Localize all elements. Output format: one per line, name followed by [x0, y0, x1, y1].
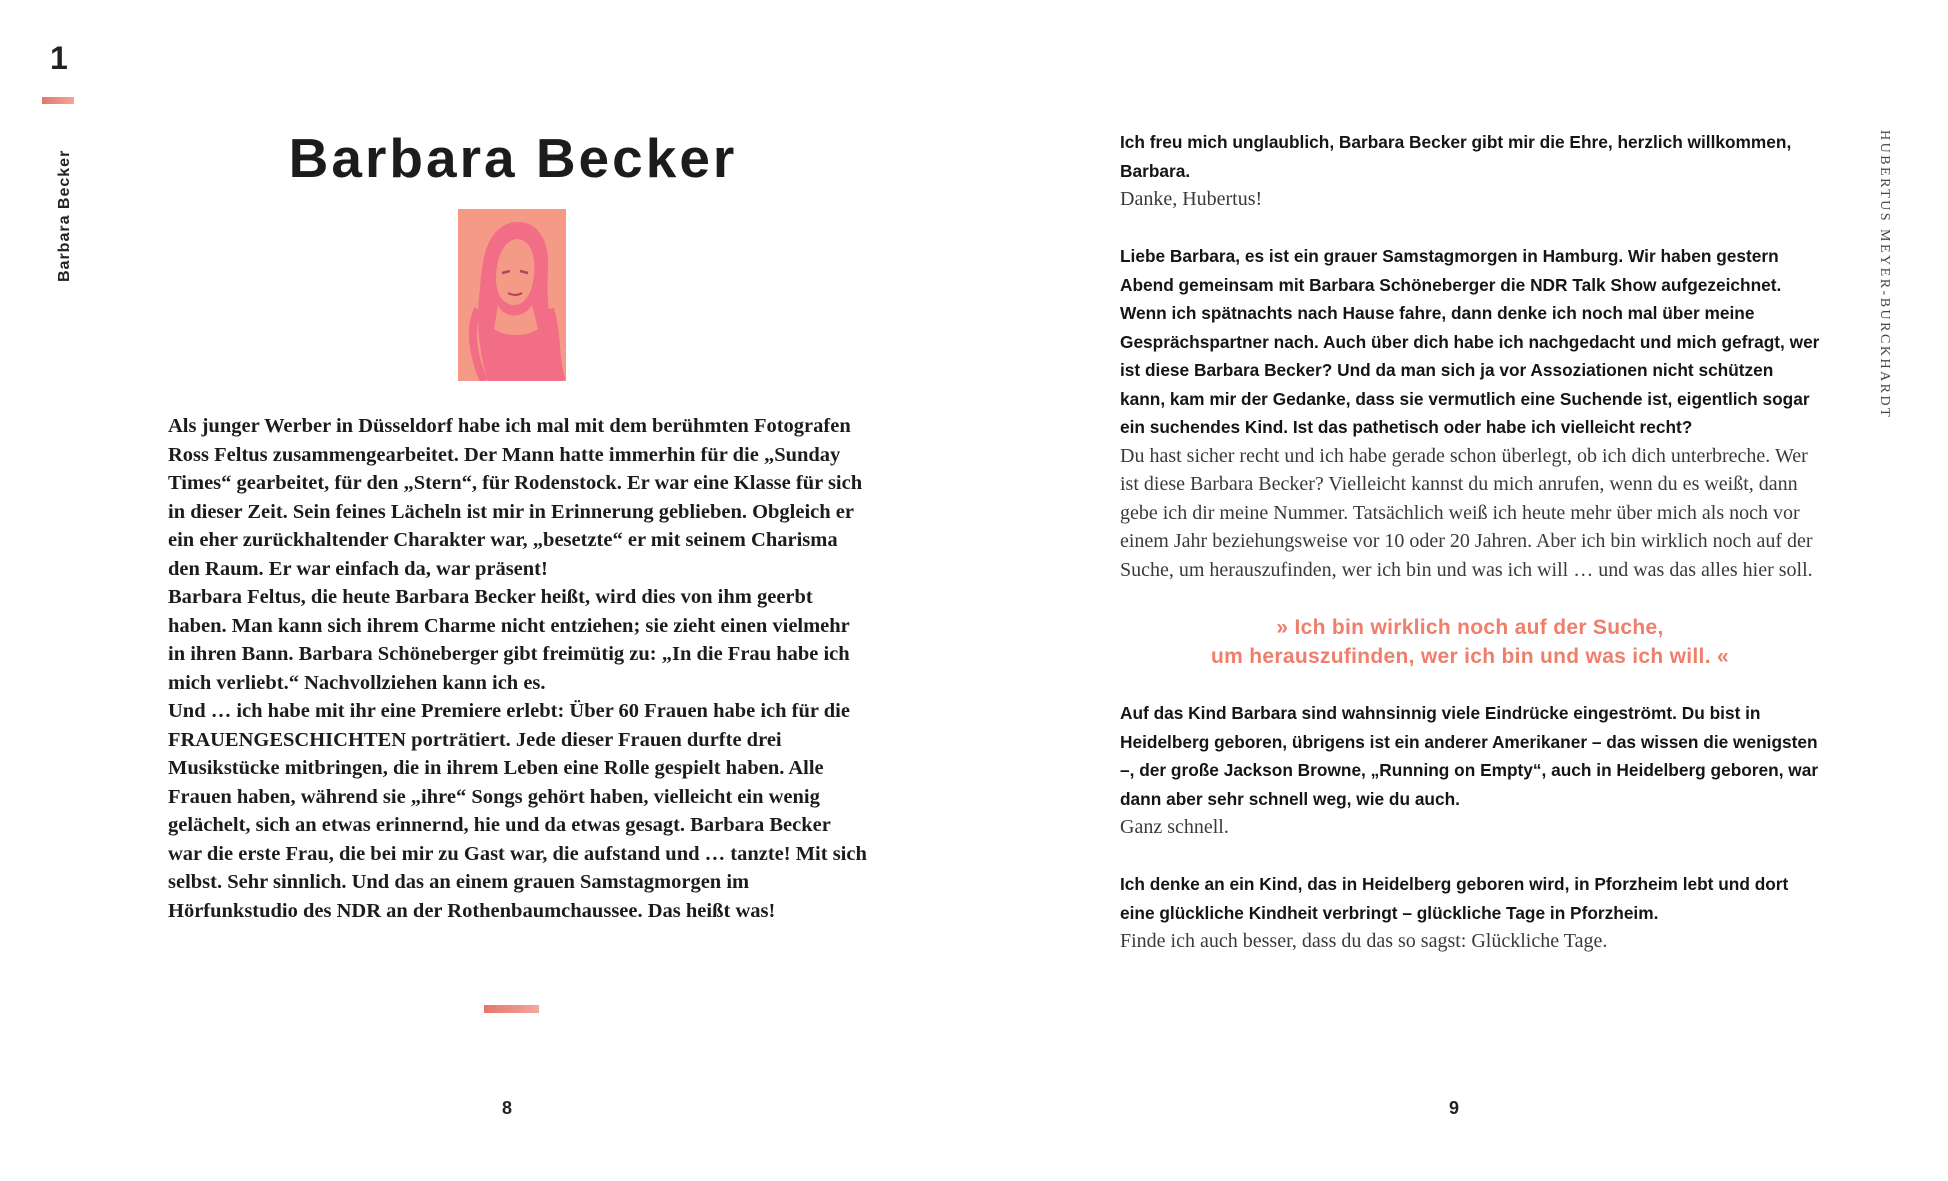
interview-question: Ich denke an ein Kind, das in Heidelberg geboren wird, in Pforzheim lebt und dort eine glückliche Kindheit verbringt – glückliche Tage in Pforzheim.: [1120, 874, 1789, 923]
interview-answer: Finde ich auch besser, dass du das so sagst: Glückliche Tage.: [1120, 930, 1608, 952]
quote-close-mark: «: [1716, 644, 1729, 668]
interview-question: Ich freu mich unglaublich, Barbara Becker gibt mir die Ehre, herzlich willkommen, Barbara.: [1120, 132, 1792, 181]
interview-answer: Danke, Hubertus!: [1120, 188, 1263, 210]
intro-paragraph: Als junger Werber in Düsseldorf habe ich mal mit dem berühmten Fotografen Ross Feltus zusammengearbeitet. Der Mann hatte immerhin für die „Sunday Times“ gearbeitet, für den „Stern“, für Rodenstock. Er war eine Klasse für sich in dieser Zeit. Sein feines Lächeln ist mir in Erinnerung geblieben. Obgleich er ein eher zurückhaltender Charakter war, „besetzte“ er mit seinem Charisma den Raum. Er war einfach da, war präsent!: [168, 415, 863, 580]
section-end-bar: [484, 1005, 539, 1013]
pull-quote-text-2: um herauszufinden, wer ich bin und was ich will.: [1211, 644, 1711, 668]
page-title: Barbara Becker: [288, 127, 738, 189]
chapter-accent-bar: [42, 97, 74, 104]
intro-paragraph: Und … ich habe mit ihr eine Premiere erlebt: Über 60 Frauen habe ich für die FRAUENGESCHICHTEN porträtiert. Jede dieser Frauen durfte drei Musikstücke mitbringen, die in ihrem Leben eine Rolle gespielt haben. Alle Frauen haben, während sie „ihre“ Songs gehört haben, vielleicht ein wenig gelächelt, sich an etwas erinnernd, hie und da etwas gesagt. Barbara Becker war die erste Frau, die bei mir zu Gast war, die aufstand und … tanzte! Mit sich selbst. Sehr sinnlich. Und das an einem grauen Samstagmorgen im Hörfunkstudio des NDR an der Rothenbaumchaussee. Das heißt was!: [168, 700, 867, 922]
pull-quote-text-1: Ich bin wirklich noch auf der Suche,: [1294, 615, 1664, 639]
intro-paragraph: Barbara Feltus, die heute Barbara Becker heißt, wird dies von ihm geerbt haben. Man kann sich ihrem Charme nicht entziehen; sie zieht einen vielmehr in ihren Bann. Barbara Schöneberger gibt freimütig zu: „In die Frau habe ich mich verliebt.“ Nachvollziehen kann ich es.: [168, 586, 850, 694]
chapter-side-title: Barbara Becker: [56, 149, 73, 282]
interview-answer: Ganz schnell.: [1120, 816, 1229, 838]
portrait-image: [458, 209, 566, 381]
interview-question: Auf das Kind Barbara sind wahnsinnig viele Eindrücke eingeströmt. Du bist in Heidelberg geboren, übrigens ist ein anderer Amerikaner – das wissen die wenigsten –, der große Jackson Browne, „Running on Empty“, auch in Heidelberg geboren, war dann aber sehr schnell weg, wie du auch.: [1120, 703, 1819, 809]
pull-quote-line-1: [1120, 613, 1820, 642]
pull-quote-line-2: [1120, 642, 1820, 671]
chapter-number: 1: [50, 40, 68, 76]
page-number-right: 9: [1449, 1098, 1460, 1118]
intro-text: [168, 412, 868, 925]
page-number-left: 8: [502, 1098, 513, 1118]
portrait-illustration: [458, 209, 566, 381]
author-side-title: HUBERTUS MEYER-BURCKHARDT: [1877, 130, 1892, 420]
interview-question: Liebe Barbara, es ist ein grauer Samstagmorgen in Hamburg. Wir haben gestern Abend gemeinsam mit Barbara Schöneberger die NDR Talk Show aufgezeichnet. Wenn ich spätnachts nach Hause fahre, dann denke ich noch mal über meine Gesprächspartner nach. Auch über dich habe ich nachgedacht und mich gefragt, wer ist diese Barbara Becker? Und da man sich ja vor Assoziationen nicht schützen kann, kam mir der Gedanke, dass sie vermutlich eine Suchende ist, eigentlich sogar ein suchendes Kind. Ist das pathetisch oder habe ich vielleicht recht?: [1120, 246, 1820, 437]
interview-answer: Du hast sicher recht und ich habe gerade schon überlegt, ob ich dich unterbreche. Wer ist diese Barbara Becker? Vielleicht kannst du mich anrufen, wenn du es weißt, dann gebe ich dir meine Nummer. Tatsächlich weiß ich heute mehr über mich als noch vor einem Jahr beziehungsweise vor 10 oder 20 Jahren. Aber ich bin wirklich noch auf der Suche, um herauszufinden, wer ich bin und was ich will … und was das alles hier soll.: [1120, 444, 1813, 581]
pull-quote: [1120, 613, 1820, 671]
quote-open-mark: »: [1276, 615, 1289, 639]
interview-text: [1120, 128, 1820, 956]
